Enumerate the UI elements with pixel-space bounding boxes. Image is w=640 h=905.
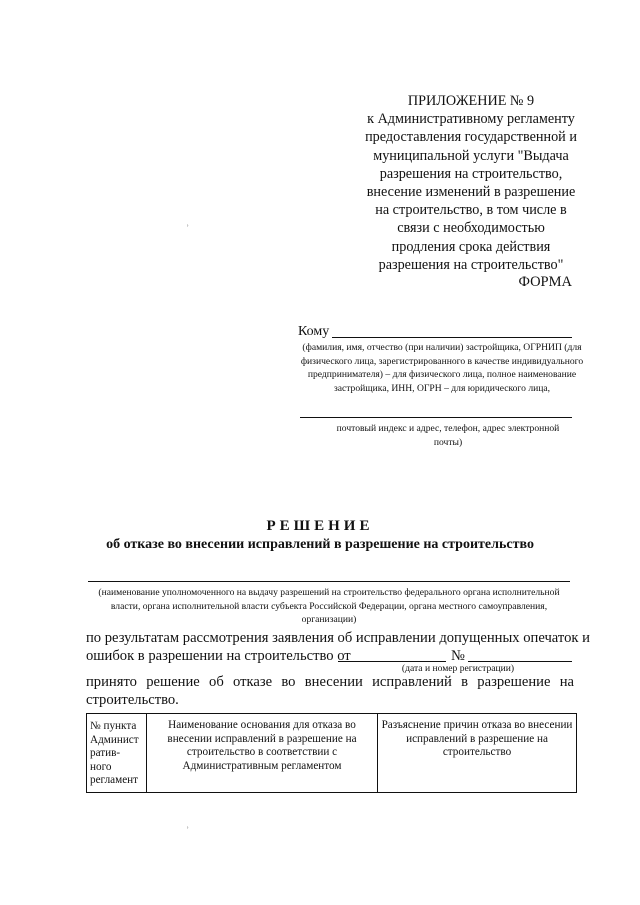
refusal-grounds-table — [86, 713, 577, 793]
form-label: ФОРМА — [518, 274, 572, 290]
appendix-line: ПРИЛОЖЕНИЕ № 9 — [407, 93, 535, 109]
appendix-line: внесение изменений в разрешение — [366, 184, 576, 201]
appendix-line: на строительство, в том числе в — [375, 202, 567, 219]
appendix-line: предоставления государственной и — [365, 129, 577, 146]
authority-hint: (наименование уполномоченного на выдачу разрешений на строительство федерального органа исполнительной власти, органа исполнительной власти субъекта Российской Федерации, органа местного самоуправления, организации) — [98, 587, 560, 626]
decision-title: РЕШЕНИЕ — [266, 518, 374, 534]
body-line-2: ошибок в разрешении на строительство от — [86, 648, 351, 664]
appendix-line: к Административному регламенту — [367, 111, 575, 128]
address-hint: почтовый индекс и адрес, телефон, адрес электронной почты) — [336, 423, 560, 448]
appendix-line: разрешения на строительство" — [378, 256, 564, 273]
table-header-ground: Наименование основания для отказа во внесении исправлений в разрешение на строительство в соответствии с Административным регламентом — [147, 714, 378, 793]
appendix-header — [352, 92, 590, 274]
table-header-row — [87, 714, 577, 793]
addressee-address-line — [300, 417, 572, 418]
number-sign: № — [451, 648, 465, 664]
scan-speck: ʾ — [186, 826, 190, 837]
authority-line — [88, 581, 570, 582]
appendix-line: муниципальной услуги "Выдача — [373, 147, 569, 164]
body-line-3: принято решение об отказе во внесении исправлений в разрешение на — [86, 674, 574, 690]
body-line-4: строительство. — [86, 692, 179, 708]
addressee-hint: (фамилия, имя, отчество (при наличии) застройщика, ОГРНИП (для физического лица, зарегистрированного в качестве индивидуального предпринимателя) – для физического лица, полное наименование застройщика, ИНН, ОГРН – для юридического лица, — [300, 342, 584, 394]
appendix-line: разрешения на строительство, — [379, 165, 563, 182]
table-header-explanation: Разъяснение причин отказа во внесении исправлений в разрешение на строительство — [378, 714, 577, 793]
addressee-name-line — [332, 337, 572, 338]
body-line-1: по результатам рассмотрения заявления об исправлении допущенных опечаток и — [86, 630, 590, 646]
scan-speck: ʾ — [186, 224, 190, 235]
date-hint: (дата и номер регистрации) — [401, 663, 515, 674]
decision-subtitle: об отказе во внесении исправлений в разрешение на строительство — [106, 537, 534, 552]
appendix-line: связи с необходимостью — [397, 220, 545, 237]
table-header-clause: № пункта Админист ратив- ного регламент — [87, 714, 147, 793]
addressee-label: Кому — [298, 324, 330, 339]
appendix-line: продления срока действия — [391, 238, 551, 255]
